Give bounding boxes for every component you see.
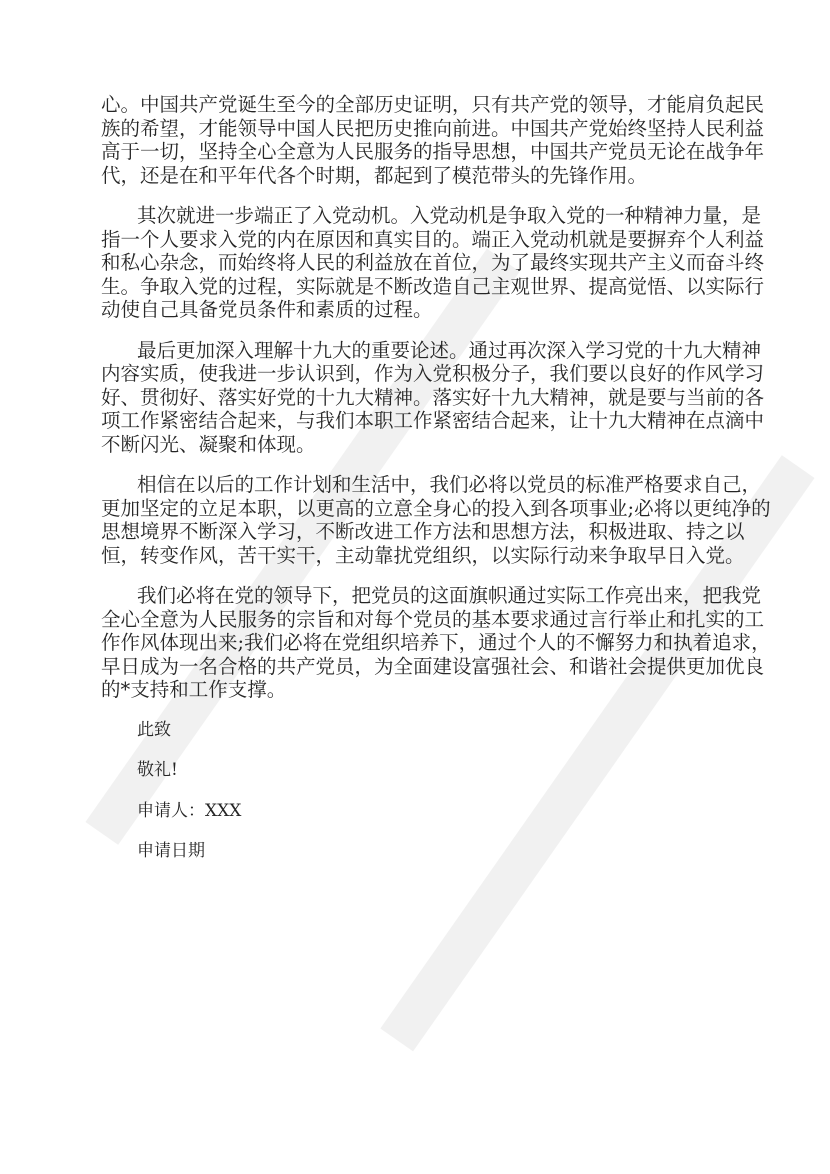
paragraph-line: 恒，转变作风，苦干实干，主动靠扰党组织，以实际行动来争取早日入党。 bbox=[101, 543, 745, 567]
paragraph bbox=[101, 93, 765, 187]
paragraph-line: 族的希望，才能领导中国人民把历史推向前进。中国共产党始终坚持人民利益 bbox=[101, 116, 765, 140]
paragraph-line: 好、贯彻好、落实好党的十九大精神。落实好十九大精神，就是要与当前的各 bbox=[101, 385, 765, 409]
paragraph-line: 生。争取入党的过程，实际就是不断改造自己主观世界、提高觉悟、以实际行 bbox=[101, 274, 765, 298]
paragraph bbox=[101, 473, 771, 567]
paragraph-line: 代，还是在和平年代各个时期，都起到了模范带头的先锋作用。 bbox=[101, 163, 648, 187]
paragraph-line: 动使自己具备党员条件和素质的过程。 bbox=[101, 298, 433, 321]
paragraph-line: 作作风体现出来;我们必将在党组织培养下，通过个人的不懈努力和执着追求， bbox=[101, 631, 771, 654]
paragraph-line: 我们必将在党的领导下，把党员的这面旗帜通过实际工作亮出来，把我党 bbox=[137, 584, 762, 607]
closing-salutation: 此致 bbox=[137, 719, 171, 740]
paragraph-line: 最后更加深入理解十九大的重要论述。通过再次深入学习党的十九大精神 bbox=[137, 338, 762, 362]
document-body bbox=[101, 93, 771, 881]
paragraph-line: 思想境界不断深入学习，不断改进工作方法和思想方法，积极进取、持之以 bbox=[101, 520, 745, 543]
paragraph-line: 更加坚定的立足本职，以更高的立意全身心的投入到各项事业;必将以更纯净的 bbox=[101, 496, 771, 520]
paragraph-line: 的*支持和工作支撑。 bbox=[101, 678, 287, 701]
paragraph-line: 其次就进一步端正了入党动机。入党动机是争取入党的一种精神力量，是 bbox=[137, 204, 762, 227]
paragraph bbox=[101, 204, 765, 322]
paragraph-line: 和私心杂念，而始终将人民的利益放在首位，为了最终实现共产主义而奋斗终 bbox=[101, 251, 765, 274]
paragraph-line: 项工作紧密结合起来，与我们本职工作紧密结合起来，让十九大精神在点滴中 bbox=[101, 409, 765, 432]
paragraph bbox=[101, 338, 765, 457]
paragraph-line: 心。中国共产党诞生至今的全部历史证明，只有共产党的领导，才能肩负起民 bbox=[101, 93, 765, 116]
paragraph bbox=[101, 584, 771, 702]
applicant-name: 申请人：XXX bbox=[137, 800, 242, 821]
closing-respect: 敬礼! bbox=[137, 760, 178, 780]
paragraph-line: 相信在以后的工作计划和生活中，我们必将以党员的标准严格要求自己， bbox=[137, 473, 762, 496]
application-date: 申请日期 bbox=[137, 841, 205, 861]
paragraph-line: 内容实质，使我进一步认识到，作为入党积极分子，我们要以良好的作风学习 bbox=[101, 362, 765, 385]
paragraph-line: 不断闪光、凝聚和体现。 bbox=[101, 432, 316, 456]
paragraph-line: 早日成为一名合格的共产党员，为全面建设富强社会、和谐社会提供更加优良 bbox=[101, 654, 765, 678]
paragraph-line: 全心全意为人民服务的宗旨和对每个党员的基本要求通过言行举止和扎实的工 bbox=[101, 607, 765, 631]
paragraph-line: 指一个人要求入党的内在原因和真实目的。端正入党动机就是要摒弃个人利益 bbox=[101, 227, 765, 251]
paragraph-line: 高于一切，坚持全心全意为人民服务的指导思想，中国共产党员无论在战争年 bbox=[101, 140, 765, 163]
